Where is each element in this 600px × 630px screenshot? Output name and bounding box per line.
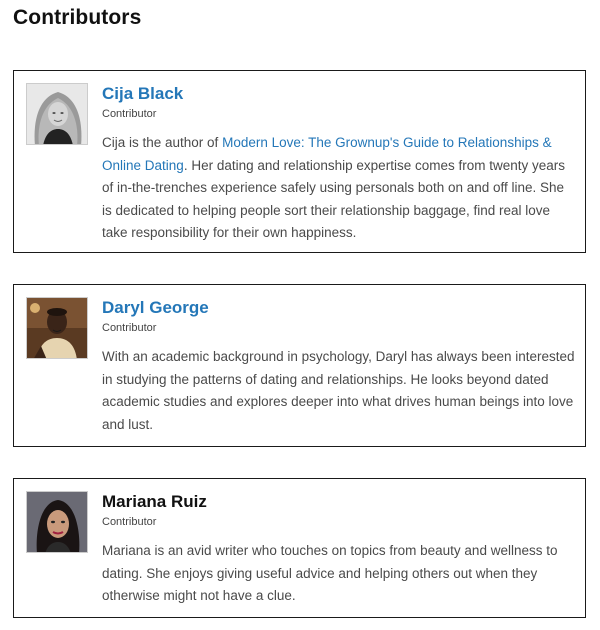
contributor-bio	[102, 132, 577, 245]
contributor-role: Contributor	[102, 516, 157, 528]
contributor-bio: With an academic background in psychology, Daryl has always been interested in studying the patterns of dating and relationships. He looks beyond dated academic studies and explores deeper into what drives human beings into love and lust.	[102, 349, 575, 432]
contributor-card-mariana-ruiz	[13, 478, 586, 618]
contributor-name[interactable]: Daryl George	[102, 298, 209, 317]
portrait-photo-icon	[27, 298, 88, 359]
avatar-mariana-ruiz[interactable]	[26, 491, 88, 553]
portrait-photo-icon	[27, 84, 88, 145]
contributor-role: Contributor	[102, 322, 157, 334]
book-link[interactable]: Modern Love: The Grownup's Guide to Relationships & Online Dating	[102, 135, 552, 173]
portrait-photo-icon	[27, 492, 88, 553]
contributor-role: Contributor	[102, 108, 157, 120]
avatar-cija-black[interactable]	[26, 83, 88, 145]
avatar-daryl-george[interactable]	[26, 297, 88, 359]
contributor-bio: Mariana is an avid writer who touches on topics from beauty and wellness to dating. She enjoys giving useful advice and helping others out when they otherwise might not have a clue.	[102, 543, 558, 603]
contributor-card-cija-black	[13, 70, 586, 253]
contributor-name[interactable]: Cija Black	[102, 84, 184, 103]
bio-text: . Her dating and relationship expertise comes from twenty years of in-the-trenches experience safely using personals both on and off line. She is dedicated to helping people sort their relationship baggage, find real love take responsibility for their own happiness.	[102, 157, 565, 240]
contributor-card-daryl-george	[13, 284, 586, 447]
contributor-name[interactable]: Mariana Ruiz	[102, 492, 207, 511]
bio-text: Cija is the author of	[102, 135, 223, 150]
page-title: Contributors	[13, 6, 142, 29]
